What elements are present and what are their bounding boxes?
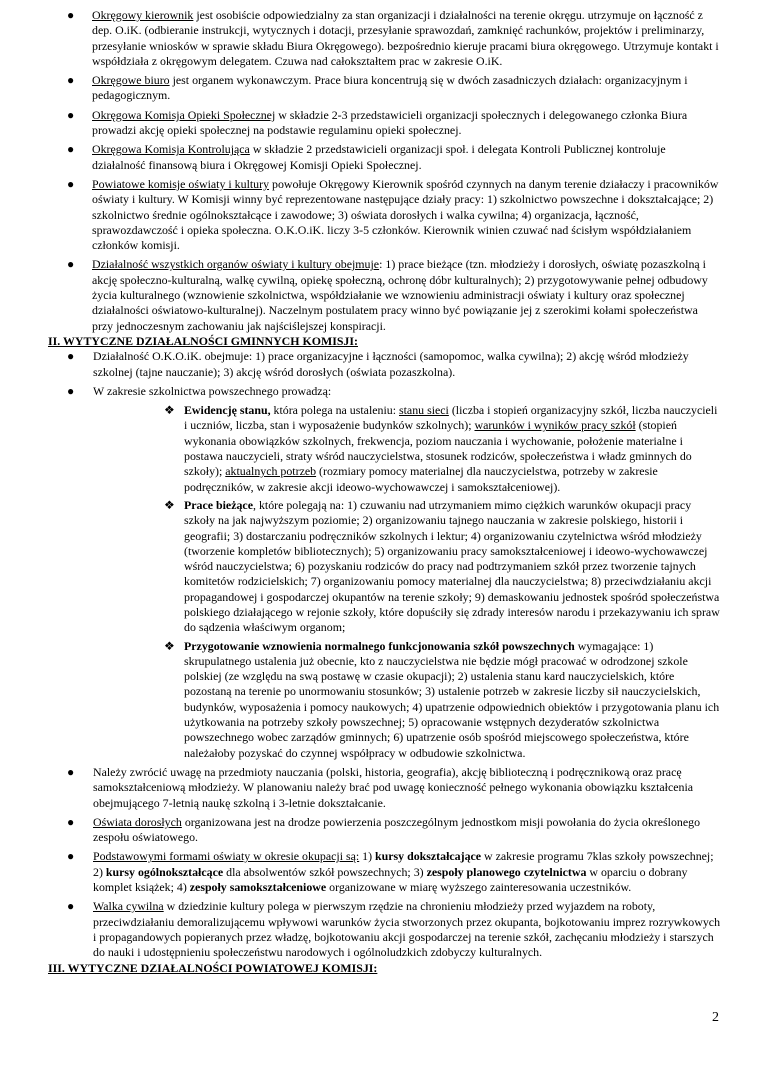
sub-list-item: ❖ Przygotowanie wznowienia normalnego funkcjonowania szkół powszechnych wymagające: 1) skrupulatnego ustalenia już obecnie, kto z nauczycielstwa nie będzie mógł pracować w odrodzonej szkole polskiej (ze względu na swą postawę w czasie okupacji); 2) ustalenia stanu kard nauczycielskich, które pozostaną na terenie po unormowaniu stosunków; 3) ustalenie potrzeb w zakresie liczby sił nauczycielskich, budynków, wyposażenia i pomocy naukowych; 4) upatrzenie odpowiednich obiektów i przygotowania planu ich użytkowania na potrzeby szkoły powszechnej; 5) opracowanie wstępnych dezyderatów szkolnictwa powszechnego wobec zarządów gminnych; 6) upatrzenie osób spośród miejscowego społeczeństwa, które należałoby pozyskać do czynnej współpracy w odbudowie szkolnictwa.	[164, 638, 720, 760]
bullet-icon: ●	[67, 73, 75, 88]
bullet-icon: ●	[67, 764, 75, 779]
list-item: ● Oświata dorosłych organizowana jest na drodze powierzenia poszczególnym jednostkom misji powołania do życia określonego zespołu oświatowego.	[67, 814, 701, 845]
primary-school-list	[93, 403, 720, 761]
diamond-bullet-icon: ❖	[164, 638, 175, 653]
list-item: ● W zakresie szkolnictwa powszechnego prowadzą: ❖ Ewidencję stanu, która polega na ustaleniu: stanu sieci (liczba i stopień organizacyjny szkół, liczba nauczycieli i uczniów, liczba, stan i wyposażenie budynków szkolnych); warunków i wyników pracy szkół (stopień wykonania obowiązków szkolnych, frekwencja, poziom nauczania i wychowanie, położenie materialne i postawa nauczycieli, straty wśród nauczycielstwa, stosunek rodziców, społeczeństwa i władz gminnych do szkoły); aktualnych potrzeb (rozmiary pomocy materialnej dla nauczycielstwa, potrzeby w zakresie podręczników, w zakresie akcji ideowo-wychowawczej i samokształceniowej). ❖ Prace bieżące, które polegają na: 1) czuwaniu nad utrzymaniem mimo ciężkich warunków okupacji pracy szkoły na jak najwyższym poziomie; 2) organizowaniu tajnego nauczania w zakresie polskiego, historii i geografii; 3) dostarczaniu podręczników szkolnych i lektur; 4) organizowaniu czytelnictwa wśród młodzieży (tworzenie kompletów bibliotecznych); 5) organizowaniu pracy samokształceniowej i ideowo-wychowawczej wśród nauczycielstwa; 6) pozyskaniu rodziców do pracy nad podtrzymaniem szkół przez tworzenie tajnych komitetów rodzicielskich; 7) organizowaniu pomocy materialnej dla nauczycielstwa; 8) przeciwdziałaniu akcji propagandowej i gospodarczej okupantów na terenie szkoły; 9) demaskowaniu jednostek spośród społeczeństwa polskiego działającego w rejonie szkoły, które dopuściły się zdrady interesów narodu i przekazywaniu ich spraw do sądzenia właściwym organom; ❖ Przygotowanie wznowienia normalnego funkcjonowania szkół powszechnych wymagające: 1) skrupulatnego ustalenia już obecnie, kto z nauczycielstwa nie będzie mógł pracować w odrodzonej szkole polskiej (ze względu na swą postawę w czasie okupacji); 2) ustalenia stanu kard nauczycielskich, które pozostaną na terenie po unormowaniu stosunków; 3) ustalenie potrzeb w zakresie liczby sił nauczycielskich, budynków, wyposażenia i pomocy naukowych; 4) upatrzenie odpowiednich obiektów i przygotowania planu ich użytkowania na potrzeby szkoły powszechnej; 5) opracowanie wstępnych dezyderatów szkolnictwa powszechnego wobec zarządów gminnych; 6) upatrzenie osób spośród miejscowego społeczeństwa, które należałoby pozyskać do czynnej współpracy w odbudowie szkolnictwa.	[67, 383, 720, 760]
list-item: ● Działalność wszystkich organów oświaty i kultury obejmuje: 1) prace bieżące (tzn. młodzieży i dorosłych, oświatę pozaszkolną i akcję społeczno-kulturalną, walkę cywilną, opiekę społeczną, ochronę dóbr kulturalnych); 2) przygotowywanie pełnej odbudowy życia kulturalnego (wznowienie szkolnictwa, współdziałanie we wznowieniu administracji oświaty i kultury oraz społecznej działalności oświatowo-kulturalnej). Naczelnym postulatem pracy winno być powiązanie jej z szerokimi kołami społeczeństwa przy jednoczesnym zachowaniu jak najściślejszej konspiracji.	[67, 257, 708, 333]
sub-list-item: ❖ Ewidencję stanu, która polega na ustaleniu: stanu sieci (liczba i stopień organizacyjny szkół, liczba nauczycieli i uczniów, liczba, stan i wyposażenie budynków szkolnych); warunków i wyników pracy szkół (stopień wykonania obowiązków szkolnych, frekwencja, poziom nauczania i wychowanie, położenie materialne i postawa nauczycieli, straty wśród nauczycielstwa, stosunek rodziców, społeczeństwa i władz gminnych do szkoły); aktualnych potrzeb (rozmiary pomocy materialnej dla nauczycielstwa, potrzeby w zakresie podręczników, w zakresie akcji ideowo-wychowawczej i samokształceniowej).	[164, 403, 718, 494]
bullet-icon: ●	[67, 814, 75, 829]
bullet-icon: ●	[67, 849, 75, 864]
list-item: ● Działalność O.K.O.iK. obejmuje: 1) prace organizacyjne i łączności (samopomoc, walka cywilna); 2) akcję wśród młodzieży szkolnej (tajne nauczanie); 3) akcję wśród dorosłych (oświata pozaszkolna).	[67, 349, 689, 379]
list-item: ● Okręgowy kierownik jest osobiście odpowiedzialny za stan organizacji i działalności na terenie okręgu. utrzymuje on łączność z dep. O.iK. (odbieranie instrukcji, wytycznych i dotacji, przesyłanie sprawozdań, zamknięć rachunków, projektów i preliminarzy, przesyłanie wniosków w sprawie składu Biura Okręgowego). bezpośrednio kieruje pracami biura okręgowego. Utrzymuje kontakt i współdziała z okręgowym delegatem. Czuwa nad całokształtem prac w zakresie O.iK.	[67, 8, 719, 68]
list-item: ● Powiatowe komisje oświaty i kultury powołuje Okręgowy Kierownik spośród czynnych na danym terenie działaczy i pracowników oświaty i kultury. W Komisji winny być reprezentowane następujące działy pracy: 1) szkolnictwo powszechne i dokształcające; 2) szkolnictwo średnie ogólnokształcące i zawodowe; 3) oświata dorosłych i walka cywilna; 4) organizacja, łączność, sprawozdawczość i opieka społeczna. O.K.O.iK. liczy 3-5 członków. Kierownik winien czuwać nad ścisłym współdziałaniem członków komisji.	[67, 176, 719, 253]
sub-list-item: ❖ Prace bieżące, które polegają na: 1) czuwaniu nad utrzymaniem mimo ciężkich warunków okupacji pracy szkoły na jak najwyższym poziomie; 2) organizowaniu tajnego nauczania w zakresie polskiego, historii i geografii; 3) dostarczaniu podręczników szkolnych i lektur; 4) organizowaniu czytelnictwa wśród młodzieży (tworzenie kompletów bibliotecznych); 5) organizowaniu pracy samokształceniowej i ideowo-wychowawczej wśród nauczycielstwa; 6) pozyskaniu rodziców do pracy nad podtrzymaniem szkół przez tworzenie tajnych komitetów rodzicielskich; 7) organizowaniu pomocy materialnej dla nauczycielstwa; 8) przeciwdziałaniu akcji propagandowej i gospodarczej okupantów na terenie szkoły; 9) demaskowaniu jednostek spośród społeczeństwa polskiego działającego w rejonie szkoły, które dopuściły się zdrady interesów narodu i przekazywaniu ich spraw do sądzenia właściwym organom;	[164, 497, 720, 635]
section-heading-iii: III. WYTYCZNE DZIAŁALNOŚCI POWIATOWEJ KOMISJI:	[48, 960, 378, 975]
diamond-bullet-icon: ❖	[164, 497, 175, 512]
organs-list	[48, 8, 720, 334]
bullet-icon: ●	[67, 899, 75, 914]
page-number: 2	[712, 1010, 719, 1025]
list-item: ● Walka cywilna w dziedzinie kultury polega w pierwszym rzędzie na chronieniu młodzieży przed wyjazdem na roboty, przeciwdziałaniu demoralizującemu wpływowi warunków życia stworzonych przez okupanta, bojkotowaniu imprez rozrywkowych i propagandowych popieranych przez władzę, bojkotowaniu akcji gospodarczej na terenie szkół, zachęcaniu młodzieży i starszych do nauki i udostępnieniu społeczeństwu narodowych i ogólnoludzkich zdobyczy kulturalnych.	[67, 899, 721, 960]
list-item: ● Okręgowe biuro jest organem wykonawczym. Prace biura koncentrują się w dwóch zasadniczych działach: organizacyjnym i pedagogicznym.	[67, 73, 688, 103]
bullet-icon: ●	[67, 349, 75, 364]
diamond-bullet-icon: ❖	[164, 403, 175, 418]
bullet-icon: ●	[67, 176, 75, 191]
list-item: ● Podstawowymi formami oświaty w okresie okupacji są: 1) kursy dokształcające w zakresie programu 7klas szkoły powszechnej; 2) kursy ogólnokształcące dla absolwentów szkół powszechnych; 3) zespoły planowego czytelnictwa w oparciu o dobrany komplet książek; 4) zespoły samokształceniowe organizowane w miarę wyższego zainteresowania uczestników.	[67, 849, 714, 895]
bullet-icon: ●	[67, 8, 75, 22]
section-ii-list	[48, 349, 720, 960]
bullet-icon: ●	[67, 107, 75, 122]
list-item: ● Okręgowa Komisja Kontrolująca w składzie 2 przedstawicieli organizacji społ. i delegata Kontroli Publicznej kontroluje działalność finansową biura i Okręgowej Komisji Opieki Społecznej.	[67, 142, 666, 172]
bullet-icon: ●	[67, 257, 75, 272]
document-body	[48, 8, 720, 976]
list-item: ● Okręgowa Komisja Opieki Społecznej w składzie 2-3 przedstawicieli organizacji społecznych i delegowanego członka Biura prowadzi akcję opieki społecznej na podstawie regulaminu opieki społecznej.	[67, 107, 688, 138]
list-item: ● Należy zwrócić uwagę na przedmioty nauczania (polski, historia, geografia), akcję biblioteczną i podręcznikową oraz pracę samokształceniową młodzieży. W planowaniu należy brać pod uwagę konieczność pełnego wykonania obowiązku kształcenia obejmującego 7-letnią naukę szkolną i 3-letnie dokształcanie.	[67, 764, 694, 810]
bullet-icon: ●	[67, 142, 75, 157]
section-heading-ii: II. WYTYCZNE DZIAŁALNOŚCI GMINNYCH KOMISJI:	[48, 333, 358, 348]
bullet-icon: ●	[67, 383, 75, 398]
